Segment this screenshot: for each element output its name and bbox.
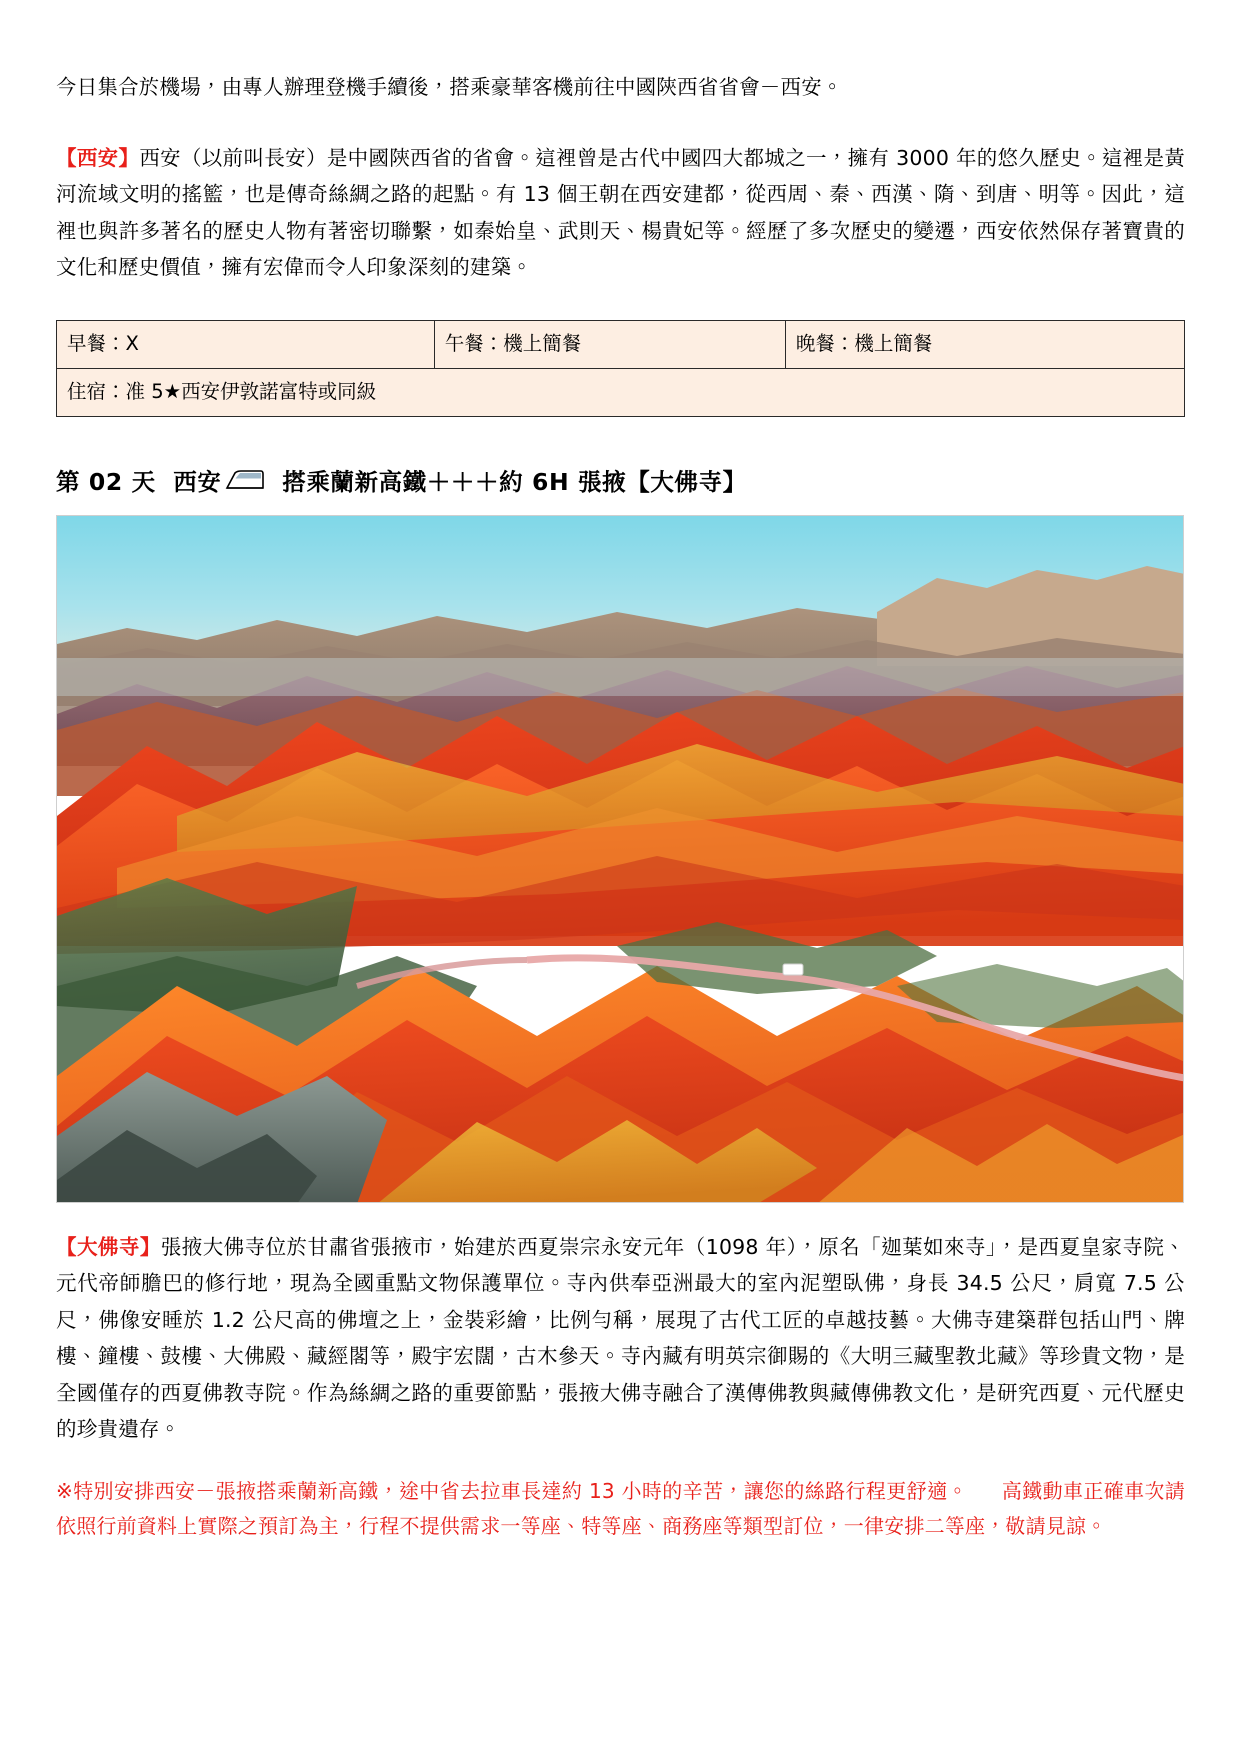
spacer bbox=[56, 106, 1185, 140]
table-row bbox=[57, 368, 1185, 416]
temple-tag: 【大佛寺】 bbox=[56, 1234, 161, 1259]
temple-description-paragraph bbox=[56, 1229, 1185, 1448]
xian-tag: 【西安】 bbox=[56, 145, 140, 170]
xian-description-paragraph bbox=[56, 140, 1185, 286]
temple-body: 張掖大佛寺位於甘肅省張掖市，始建於西夏崇宗永安元年（1098 年），原名「迦葉如來寺」，是西夏皇家寺院、元代帝師膽巴的修行地，現為全國重點文物保護單位。寺內供奉亞洲最大的室內泥塑臥佛，身長 34.5 公尺，肩寬 7.5 公尺，佛像安睡於 1.2 公尺高的佛壇之上，金裝彩繪，比例勻稱，展現了古代工匠的卓越技藝。大佛寺建築群包括山門、牌樓、鐘樓、鼓樓、大佛殿、藏經閣等，殿宇宏闊，古木參天。寺內藏有明英宗御賜的《大明三藏聖教北藏》等珍貴文物，是全國僅存的西夏佛教寺院。作為絲綢之路的重要節點，張掖大佛寺融合了漢傳佛教與藏傳佛教文化，是研究西夏、元代歷史的珍貴遺存。 bbox=[56, 1234, 1185, 1442]
xian-body: 西安（以前叫長安）是中國陝西省的省會。這裡曾是古代中國四大都城之一，擁有 3000 年的悠久歷史。這裡是黃河流域文明的搖籃，也是傳奇絲綢之路的起點。有 13 個王朝在西安建都，從西周、秦、西漢、隋、到唐、明等。因此，這裡也與許多著名的歷史人物有著密切聯繫，如秦始皇、武則天、楊貴妃等。經歷了多次歷史的變遷，西安依然保存著寶貴的文化和歷史價值，擁有宏偉而令人印象深刻的建築。 bbox=[56, 145, 1185, 280]
intro-paragraph: 今日集合於機場，由專人辦理登機手續後，搭乘豪華客機前往中國陝西省省會－西安。 bbox=[56, 75, 843, 99]
spacer bbox=[56, 286, 1185, 320]
dinner-cell: 晚餐：機上簡餐 bbox=[785, 320, 1184, 368]
zhangye-danxia-landform-photo bbox=[56, 515, 1184, 1203]
special-note-line1: ※特別安排西安－張掖搭乘蘭新高鐵，途中省去拉車長達約 13 小時的辛苦，讓您的絲路行程更舒適。 bbox=[56, 1478, 968, 1503]
spacer bbox=[56, 1448, 1185, 1474]
hotel-cell: 住宿：准 5★西安伊敦諾富特或同級 bbox=[57, 368, 1185, 416]
train-icon bbox=[225, 469, 265, 497]
meals-table bbox=[56, 320, 1185, 417]
day-label: 第 02 天 西安 bbox=[56, 467, 222, 496]
spacer bbox=[56, 417, 1185, 463]
day-heading bbox=[56, 463, 1185, 497]
spacer bbox=[56, 1203, 1185, 1229]
day-route-text: 搭乘蘭新高鐵＋＋＋約 6H 張掖【大佛寺】 bbox=[273, 467, 747, 496]
lunch-cell: 午餐：機上簡餐 bbox=[434, 320, 785, 368]
table-row bbox=[57, 320, 1185, 368]
special-note bbox=[56, 1474, 1185, 1545]
breakfast-cell: 早餐：X bbox=[57, 320, 435, 368]
special-note-line2: 高鐵動車正確車次請依照行前資料上實際之預訂為主，行程不提供需求一等座、特等座、商務座等類型訂位，一律安排二等座，敬請見諒。 bbox=[56, 1478, 1185, 1539]
